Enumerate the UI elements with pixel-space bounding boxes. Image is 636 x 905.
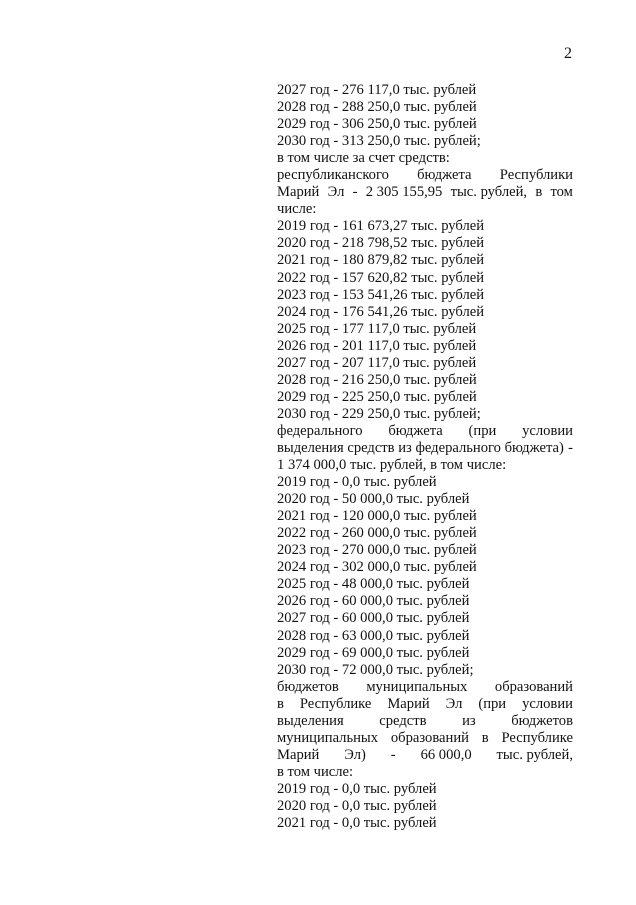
text-line: 2019 год - 0,0 тыс. рублей <box>277 474 437 491</box>
text-word: республиканского <box>277 167 389 184</box>
text-line: 2028 год - 288 250,0 тыс. рублей <box>277 99 477 116</box>
text-word: выделения <box>277 712 344 729</box>
text-line: в том числе за счет средств: <box>277 150 450 167</box>
text-word: (при <box>468 422 497 439</box>
text-word: (при <box>478 695 507 712</box>
text-word: Республики <box>499 167 573 184</box>
text-word: муниципальных <box>277 729 379 746</box>
text-word: тыс. рублей, <box>496 746 573 763</box>
text-line: в том числе: <box>277 763 354 780</box>
text-line-justified <box>277 423 573 440</box>
text-line: 2019 год - 161 673,27 тыс. рублей <box>277 218 485 235</box>
text-word: Марий <box>277 746 320 763</box>
text-line: 2027 год - 276 117,0 тыс. рублей <box>277 82 477 98</box>
text-line: числе: <box>277 201 317 218</box>
text-word: бюджета <box>417 167 472 184</box>
text-word: - <box>390 746 396 763</box>
text-word: условии <box>522 695 573 712</box>
text-word: образований <box>390 729 469 746</box>
text-word: тыс. рублей, <box>450 184 528 201</box>
text-word: том <box>550 184 573 201</box>
text-line: 1 374 000,0 тыс. рублей, в том числе: <box>277 457 507 474</box>
text-word: условии <box>522 422 573 439</box>
text-line: 2025 год - 48 000,0 тыс. рублей <box>277 576 470 593</box>
text-line: 2028 год - 63 000,0 тыс. рублей <box>277 627 470 644</box>
text-line: 2030 год - 72 000,0 тыс. рублей; <box>277 661 474 678</box>
text-word: - <box>352 184 358 201</box>
text-line: 2023 год - 153 541,26 тыс. рублей <box>277 286 485 303</box>
text-line: 2022 год - 157 620,82 тыс. рублей <box>277 269 485 286</box>
text-line: 2027 год - 207 117,0 тыс. рублей <box>277 354 477 371</box>
text-line: 2029 год - 225 250,0 тыс. рублей <box>277 388 477 405</box>
text-line-justified <box>277 167 573 184</box>
text-word: муниципальных <box>366 678 468 695</box>
text-line-justified <box>277 696 573 713</box>
text-word: образований <box>494 678 573 695</box>
text-line: 2030 год - 229 250,0 тыс. рублей; <box>277 405 481 422</box>
text-line: 2024 год - 302 000,0 тыс. рублей <box>277 559 477 576</box>
text-word: Эл) <box>344 746 366 763</box>
text-line: 2020 год - 218 798,52 тыс. рублей <box>277 235 485 252</box>
text-word: в <box>277 695 284 712</box>
text-line: 2020 год - 0,0 тыс. рублей <box>277 797 437 814</box>
text-line: 2024 год - 176 541,26 тыс. рублей <box>277 303 485 320</box>
text-line: 2021 год - 120 000,0 тыс. рублей <box>277 508 477 525</box>
text-line: 2025 год - 177 117,0 тыс. рублей <box>277 320 477 337</box>
text-line: 2022 год - 260 000,0 тыс. рублей <box>277 525 477 542</box>
text-word: из <box>462 712 476 729</box>
text-line: 2021 год - 180 879,82 тыс. рублей <box>277 252 485 269</box>
text-line-justified <box>277 747 573 764</box>
text-word: 66 000,0 <box>420 746 472 763</box>
text-word: федерального <box>277 422 363 439</box>
page-number: 2 <box>564 45 572 62</box>
text-word: 2 305 155,95 <box>365 184 443 201</box>
text-line: 2026 год - 201 117,0 тыс. рублей <box>277 337 477 354</box>
text-line-justified <box>277 713 573 730</box>
text-word: бюджета <box>388 422 443 439</box>
text-word: в <box>481 729 489 746</box>
text-line: 2020 год - 50 000,0 тыс. рублей <box>277 491 470 508</box>
document-text-column <box>277 82 573 832</box>
text-word: выделения средств из федерального бюджета) <box>277 439 564 456</box>
text-word: Марий <box>277 184 320 201</box>
text-word: Эл <box>327 184 345 201</box>
text-line: 2026 год - 60 000,0 тыс. рублей <box>277 593 470 610</box>
text-line: 2027 год - 60 000,0 тыс. рублей <box>277 610 470 627</box>
text-line: 2019 год - 0,0 тыс. рублей <box>277 780 437 797</box>
text-word: бюджетов <box>277 678 339 695</box>
text-word: средств <box>379 712 427 729</box>
text-line: 2029 год - 69 000,0 тыс. рублей <box>277 644 470 661</box>
text-word: Марий <box>387 695 430 712</box>
text-word: Эл <box>445 695 463 712</box>
text-word: в <box>535 184 543 201</box>
text-word: Республике <box>501 729 573 746</box>
text-word: Республике <box>299 695 372 712</box>
text-line: 2028 год - 216 250,0 тыс. рублей <box>277 371 477 388</box>
text-line-justified <box>277 679 573 696</box>
text-line-justified <box>277 440 573 457</box>
text-line-justified <box>277 184 573 201</box>
text-line: 2023 год - 270 000,0 тыс. рублей <box>277 542 477 559</box>
text-line: 2029 год - 306 250,0 тыс. рублей <box>277 116 477 133</box>
text-word: - <box>568 439 573 456</box>
text-line-justified <box>277 730 573 747</box>
text-word: бюджетов <box>511 712 573 729</box>
text-line: 2030 год - 313 250,0 тыс. рублей; <box>277 133 481 150</box>
text-line: 2021 год - 0,0 тыс. рублей <box>277 815 437 832</box>
